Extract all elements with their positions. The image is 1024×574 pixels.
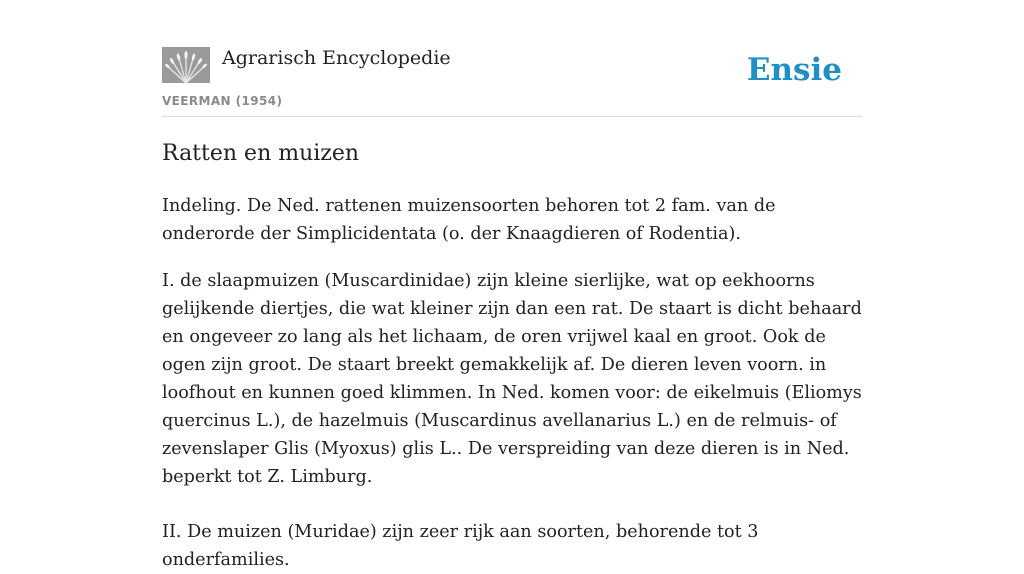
article-paragraph: II. De muizen (Muridae) zijn zeer rijk aan soorten, behorende tot 3 onderfamilies. <box>162 522 759 570</box>
source-header <box>162 44 862 117</box>
article-paragraph: Indeling. De Ned. rattenen muizensoorten behoren tot 2 fam. van de onderorde der Simplicidentata (o. der Knaagdieren of Rodentia). <box>162 196 776 244</box>
source-meta: VEERMAN (1954) <box>162 94 283 108</box>
source-title[interactable]: Agrarisch Encyclopedie <box>222 47 451 69</box>
article <box>162 138 862 574</box>
brand-logo-link[interactable]: Ensie <box>746 52 842 88</box>
wheat-icon[interactable] <box>162 47 210 83</box>
article-paragraph: I. de slaapmuizen (Muscardinidae) zijn kleine sierlijke, wat op eekhoorns gelijkende diertjes, die wat kleiner zijn dan een rat. De staart is dicht behaard en ongeveer zo lang als het lichaam, de oren vrijwel kaal en groot. Ook de ogen zijn groot. De staart breekt gemakkelijk af. De dieren leven voorn. in loofhout en kunnen goed klimmen. In Ned. komen voor: de eikelmuis (Eliomys quercinus L.), de hazelmuis (Muscardinus avellanarius L.) en de relmuis- of zevenslaper Glis (Myoxus) glis L.. De verspreiding van deze dieren is in Ned. beperkt tot Z. Limburg. <box>162 271 862 487</box>
article-title: Ratten en muizen <box>162 141 360 166</box>
